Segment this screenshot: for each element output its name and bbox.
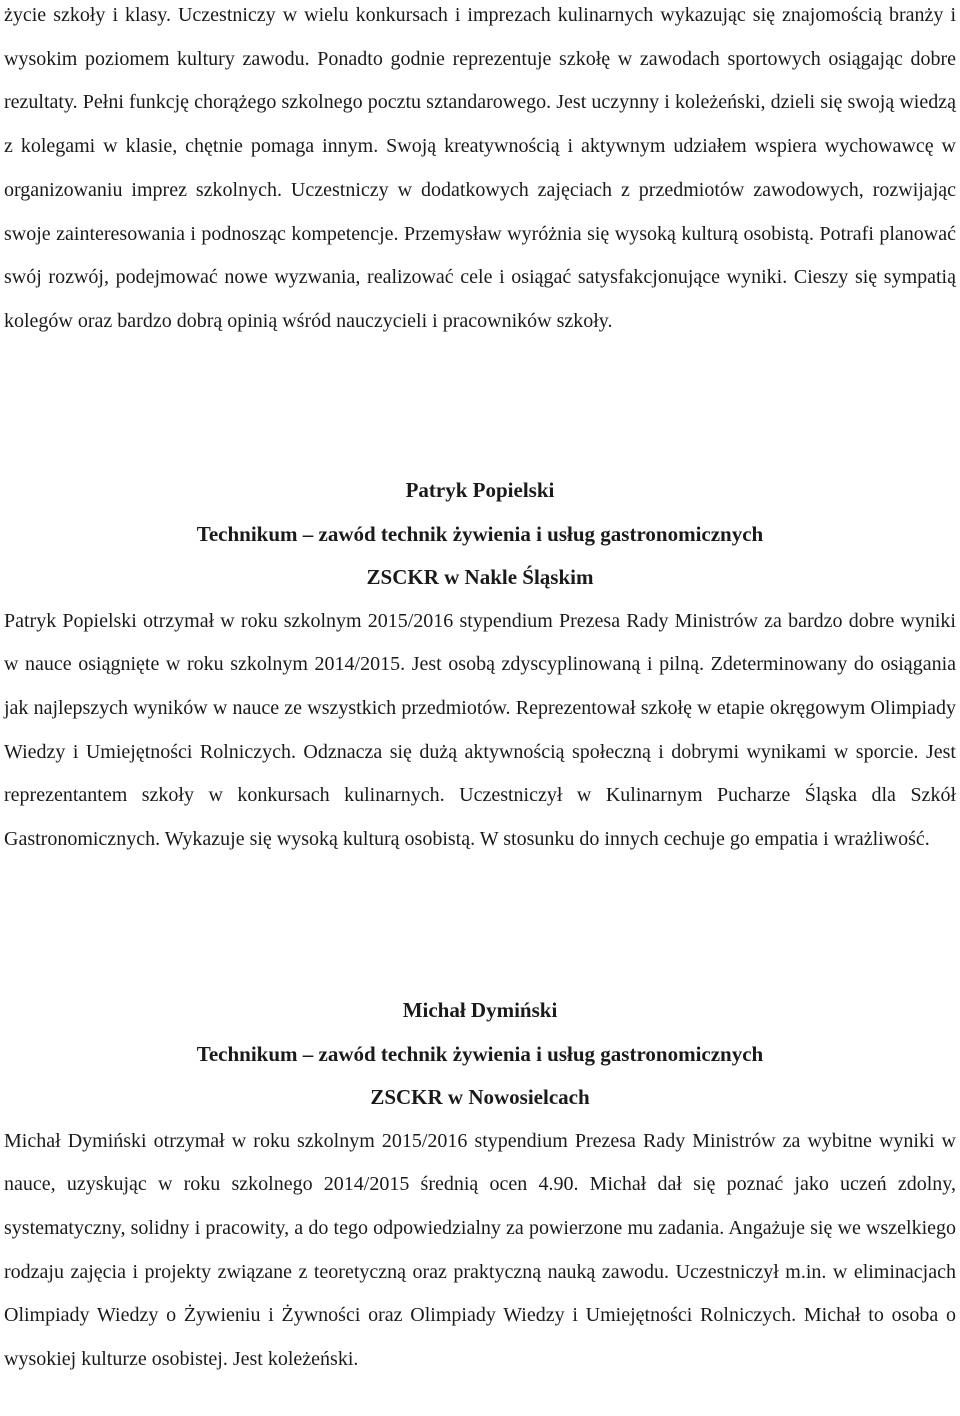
previous-student-description: życie szkoły i klasy. Uczestniczy w wielu konkursach i imprezach kulinarnych wykazując się znajomością branży i wysokim poziomem kultury zawodu. Ponadto godnie reprezentuje szkołę w zawodach sportowych osiągając dobre rezultaty. Pełni funkcję chorążego szkolnego pocztu sztandarowego. Jest uczynny i koleżeński, dzieli się swoją wiedzą z kolegami w klasie, chętnie pomaga innym. Swoją kreatywnością i aktywnym udziałem wspiera wychowawcę w organizowaniu imprez szkolnych. Uczestniczy w dodatkowych zajęciach z przedmiotów zawodowych, rozwijając swoje zainteresowania i podnosząc kompetencje. Przemysław wyróżnia się wysoką kulturą osobistą. Potrafi planować swój rozwój, podejmować nowe wyzwania, realizować cele i osiągać satysfakcjonujące wyniki. Cieszy się sympatią kolegów oraz bardzo dobrą opinią wśród nauczycieli i pracowników szkoły. xyxy=(4,4,956,332)
student-name: Michał Dymiński xyxy=(402,998,558,1022)
student-section-michal xyxy=(4,989,956,1382)
student-school: ZSCKR w Nakle Śląskim xyxy=(366,565,594,589)
student-name: Patryk Popielski xyxy=(405,478,555,502)
student-program: Technikum – zawód technik żywienia i usług gastronomicznych xyxy=(196,521,764,546)
student-program: Technikum – zawód technik żywienia i usług gastronomicznych xyxy=(196,1041,764,1066)
student-description: Patryk Popielski otrzymał w roku szkolnym 2015/2016 stypendium Prezesa Rady Ministrów za bardzo dobre wyniki w nauce osiągnięte w roku szkolnym 2014/2015. Jest osobą zdyscyplinowaną i pilną. Zdeterminowany do osiągania jak najlepszych wyników w nauce ze wszystkich przedmiotów. Reprezentował szkołę w etapie okręgowym Olimpiady Wiedzy i Umiejętności Rolniczych. Odznacza się dużą aktywnością społeczną i dobrymi wynikami w sporcie. Jest reprezentantem szkoły w konkursach kulinarnych. Uczestniczył w Kulinarnym Pucharze Śląska dla Szkół Gastronomicznych. Wykazuje się wysoką kulturą osobistą. W stosunku do innych cechuje go empatia i wrażliwość. xyxy=(4,609,956,851)
student-school: ZSCKR w Nowosielcach xyxy=(370,1085,590,1109)
student-heading xyxy=(4,469,956,600)
student-description: Michał Dymiński otrzymał w roku szkolnym 2015/2016 stypendium Prezesa Rady Ministrów za wybitne wyniki w nauce, uzyskując w roku szkolnego 2014/2015 średnią ocen 4.90. Michał dał się poznać jako uczeń zdolny, systematyczny, solidny i pracowity, a do tego odpowiedzialny za powierzone mu zadania. Angażuje się we wszelkiego rodzaju zajęcia i projekty związane z teoretyczną oraz praktyczną nauką zawodu. Uczestniczył m.in. w eliminacjach Olimpiady Wiedzy o Żywieniu i Żywności oraz Olimpiady Wiedzy i Umiejętności Rolniczych. Michał to osoba o wysokiej kulturze osobistej. Jest koleżeński. xyxy=(4,1129,956,1371)
student-heading xyxy=(4,989,956,1120)
student-section-patryk xyxy=(4,469,956,862)
